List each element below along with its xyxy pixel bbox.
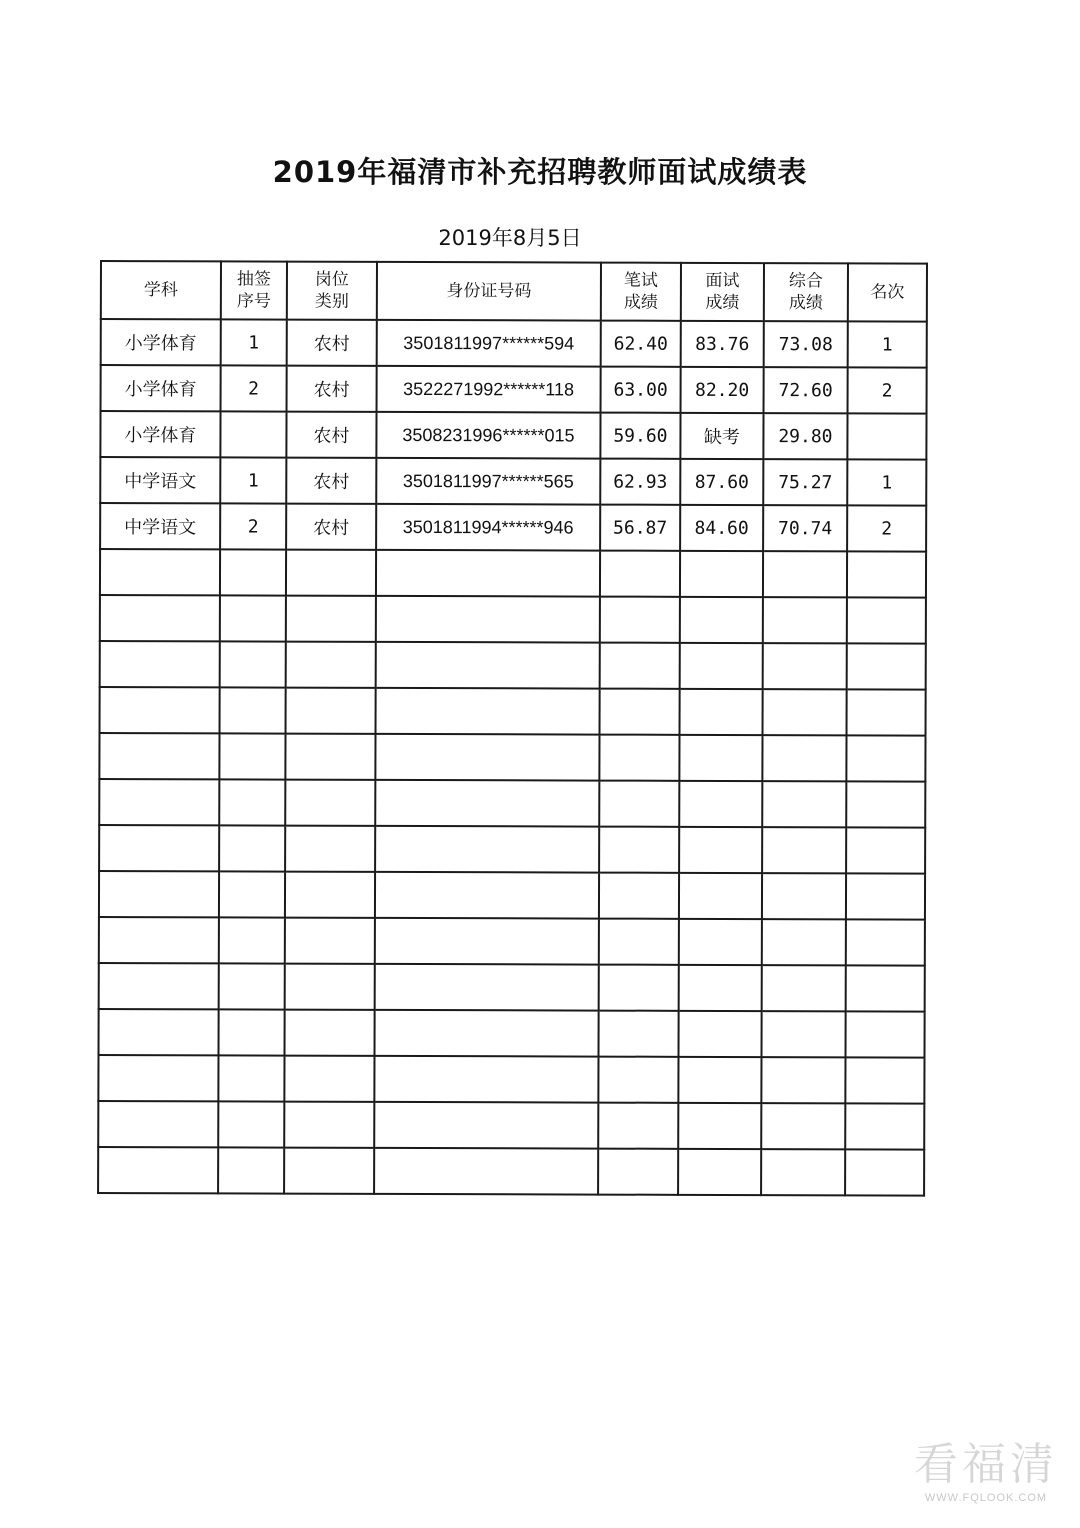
cell-position-type: 农村 <box>286 412 376 458</box>
empty-cell <box>680 689 763 735</box>
empty-cell <box>598 1057 678 1103</box>
empty-cell <box>846 919 925 965</box>
empty-cell <box>100 687 220 733</box>
cell-total-score: 70.74 <box>763 505 847 551</box>
header-position-type: 岗位 类别 <box>287 262 377 320</box>
empty-cell <box>680 597 763 643</box>
empty-cell <box>678 1103 761 1149</box>
cell-lot-number: 2 <box>220 503 286 549</box>
table-row <box>100 503 926 552</box>
empty-cell <box>374 1102 598 1149</box>
empty-cell <box>99 871 219 917</box>
empty-row <box>99 825 925 874</box>
empty-cell <box>219 963 285 1009</box>
cell-rank <box>847 413 926 459</box>
empty-cell <box>679 919 762 965</box>
empty-cell <box>219 779 285 825</box>
empty-cell <box>678 1149 761 1195</box>
empty-cell <box>284 1056 374 1102</box>
empty-cell <box>218 1055 284 1101</box>
empty-cell <box>598 1103 678 1149</box>
cell-lot-number: 1 <box>220 457 286 503</box>
empty-cell <box>845 1103 924 1149</box>
empty-cell <box>99 779 219 825</box>
empty-cell <box>761 1057 845 1103</box>
empty-cell <box>375 734 599 781</box>
empty-row <box>100 687 926 736</box>
cell-subject: 小学体育 <box>101 319 221 365</box>
empty-cell <box>286 550 376 596</box>
cell-total-score: 75.27 <box>763 459 847 505</box>
empty-cell <box>762 735 846 781</box>
empty-cell <box>845 1011 924 1057</box>
header-row <box>101 261 927 322</box>
empty-cell <box>100 549 220 595</box>
cell-written-score: 62.40 <box>601 321 681 367</box>
cell-lot-number: 2 <box>221 365 287 411</box>
empty-cell <box>763 689 847 735</box>
empty-cell <box>286 688 376 734</box>
empty-row <box>100 549 926 598</box>
watermark <box>914 1428 1058 1504</box>
table-row <box>100 457 926 506</box>
watermark-url: WWW.FQLOOK.COM <box>924 1492 1048 1504</box>
empty-cell <box>286 596 376 642</box>
header-total-score: 综合 成绩 <box>764 263 848 321</box>
empty-cell <box>599 735 679 781</box>
empty-cell <box>285 1010 375 1056</box>
cell-subject: 中学语文 <box>100 503 220 549</box>
empty-cell <box>219 1009 285 1055</box>
cell-rank: 2 <box>848 367 927 413</box>
empty-row <box>99 779 925 828</box>
empty-cell <box>375 918 599 965</box>
empty-cell <box>762 827 846 873</box>
cell-id-number: 3522271992******118 <box>377 366 601 413</box>
empty-cell <box>600 551 680 597</box>
empty-cell <box>98 1055 218 1101</box>
empty-cell <box>599 827 679 873</box>
empty-cell <box>598 1149 678 1195</box>
empty-cell <box>284 1148 374 1194</box>
empty-cell <box>599 781 679 827</box>
document-title: 2019年福清市补充招聘教师面试成绩表 <box>272 155 808 189</box>
cell-rank: 1 <box>848 321 927 367</box>
cell-written-score: 63.00 <box>601 367 681 413</box>
cell-id-number: 3508231996******015 <box>376 412 600 459</box>
cell-rank: 2 <box>847 505 926 551</box>
empty-cell <box>846 873 925 919</box>
empty-cell <box>284 1102 374 1148</box>
cell-lot-number: 1 <box>221 319 287 365</box>
empty-cell <box>374 1056 598 1103</box>
empty-cell <box>599 919 679 965</box>
empty-cell <box>220 641 286 687</box>
empty-cell <box>375 780 599 827</box>
empty-cell <box>846 965 925 1011</box>
empty-cell <box>600 597 680 643</box>
empty-cell <box>761 1011 845 1057</box>
empty-cell <box>285 734 375 780</box>
empty-cell <box>219 917 285 963</box>
empty-cell <box>847 597 926 643</box>
empty-cell <box>98 1101 218 1147</box>
empty-cell <box>846 827 925 873</box>
empty-cell <box>679 827 762 873</box>
cell-interview-score: 82.20 <box>681 367 764 413</box>
empty-cell <box>763 597 847 643</box>
empty-cell <box>761 1103 845 1149</box>
header-rank: 名次 <box>848 263 927 321</box>
empty-cell <box>845 1149 924 1195</box>
cell-subject: 小学体育 <box>101 365 221 411</box>
empty-cell <box>100 641 220 687</box>
empty-cell <box>847 689 926 735</box>
empty-cell <box>846 735 925 781</box>
cell-subject: 中学语文 <box>100 457 220 503</box>
empty-cell <box>763 643 847 689</box>
empty-cell <box>678 1011 761 1057</box>
empty-cell <box>375 964 599 1011</box>
empty-cell <box>220 595 286 641</box>
header-written-score: 笔试 成绩 <box>601 263 681 321</box>
empty-cell <box>600 689 680 735</box>
cell-total-score: 72.60 <box>764 367 848 413</box>
cell-position-type: 农村 <box>287 366 377 412</box>
empty-cell <box>598 1011 678 1057</box>
cell-interview-score: 83.76 <box>681 321 764 367</box>
empty-row <box>100 595 926 644</box>
empty-row <box>98 1055 924 1104</box>
empty-cell <box>680 551 763 597</box>
empty-cell <box>100 595 220 641</box>
empty-row <box>99 733 925 782</box>
header-interview-score: 面试 成绩 <box>681 263 764 321</box>
empty-cell <box>845 1057 924 1103</box>
watermark-logo-text: 看福清 <box>914 1439 1058 1490</box>
empty-cell <box>285 918 375 964</box>
empty-row <box>99 871 925 920</box>
cell-id-number: 3501811997******565 <box>376 458 600 505</box>
table-row <box>100 411 926 460</box>
empty-cell <box>375 826 599 873</box>
header-subject: 学科 <box>101 261 221 319</box>
cell-written-score: 56.87 <box>600 505 680 551</box>
cell-subject: 小学体育 <box>100 411 220 457</box>
empty-cell <box>99 733 219 779</box>
cell-rank: 1 <box>847 459 926 505</box>
empty-cell <box>375 1010 599 1057</box>
empty-cell <box>219 733 285 779</box>
empty-cell <box>600 643 680 689</box>
cell-lot-number <box>220 411 286 457</box>
document-date: 2019年8月5日 <box>438 226 582 250</box>
table-row <box>101 365 927 414</box>
empty-cell <box>99 1009 219 1055</box>
empty-cell <box>763 551 847 597</box>
cell-written-score: 59.60 <box>600 413 680 459</box>
empty-cell <box>285 826 375 872</box>
cell-interview-score: 缺考 <box>680 413 763 459</box>
empty-cell <box>376 596 600 643</box>
empty-cell <box>220 687 286 733</box>
empty-cell <box>376 642 600 689</box>
header-id-number: 身份证号码 <box>377 262 601 321</box>
empty-cell <box>762 965 846 1011</box>
empty-cell <box>285 964 375 1010</box>
empty-cell <box>99 917 219 963</box>
cell-position-type: 农村 <box>287 320 377 366</box>
empty-cell <box>847 551 926 597</box>
empty-cell <box>846 781 925 827</box>
empty-cell <box>99 963 219 1009</box>
table-row <box>101 319 927 368</box>
empty-row <box>100 641 926 690</box>
empty-cell <box>679 965 762 1011</box>
empty-cell <box>679 781 762 827</box>
empty-row <box>98 1101 924 1150</box>
empty-cell <box>762 781 846 827</box>
cell-interview-score: 87.60 <box>680 459 763 505</box>
empty-cell <box>218 1101 284 1147</box>
empty-cell <box>762 919 846 965</box>
empty-row <box>99 963 925 1012</box>
cell-id-number: 3501811994******946 <box>376 504 600 551</box>
empty-row <box>99 1009 925 1058</box>
header-lot-number: 抽签 序号 <box>221 261 287 319</box>
cell-position-type: 农村 <box>286 504 376 550</box>
empty-cell <box>220 549 286 595</box>
empty-cell <box>680 643 763 689</box>
empty-cell <box>376 688 600 735</box>
empty-cell <box>285 872 375 918</box>
empty-cell <box>218 1147 284 1193</box>
empty-cell <box>847 643 926 689</box>
cell-written-score: 62.93 <box>600 459 680 505</box>
empty-cell <box>762 873 846 919</box>
empty-cell <box>375 872 599 919</box>
cell-position-type: 农村 <box>286 458 376 504</box>
empty-cell <box>285 780 375 826</box>
empty-cell <box>98 1147 218 1193</box>
empty-row <box>99 917 925 966</box>
empty-cell <box>286 642 376 688</box>
empty-cell <box>679 735 762 781</box>
cell-total-score: 73.08 <box>764 321 848 367</box>
empty-cell <box>761 1149 845 1195</box>
empty-rows <box>98 549 926 1196</box>
cell-id-number: 3501811997******594 <box>377 320 601 367</box>
cell-interview-score: 84.60 <box>680 505 763 551</box>
empty-cell <box>219 871 285 917</box>
cell-total-score: 29.80 <box>763 413 847 459</box>
empty-row <box>98 1147 924 1196</box>
empty-cell <box>99 825 219 871</box>
empty-cell <box>374 1148 598 1195</box>
empty-cell <box>599 965 679 1011</box>
empty-cell <box>679 873 762 919</box>
empty-cell <box>678 1057 761 1103</box>
empty-cell <box>599 873 679 919</box>
empty-cell <box>376 550 600 597</box>
score-table <box>97 260 928 1197</box>
empty-cell <box>219 825 285 871</box>
